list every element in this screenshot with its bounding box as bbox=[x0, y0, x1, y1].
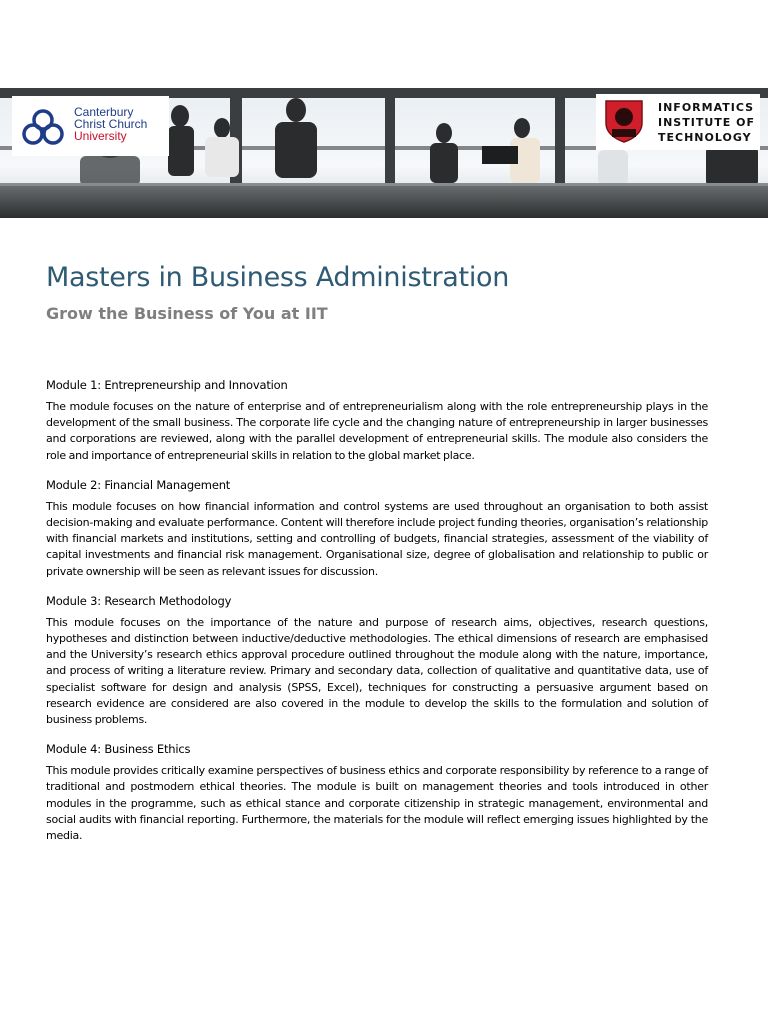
module-heading: Module 2: Financial Management bbox=[46, 477, 231, 492]
module-heading: Module 1: Entrepreneurship and Innovation bbox=[46, 378, 288, 392]
module-body: The module focuses on the nature of enterprise and of entrepreneurialism along with the role entrepreneurship plays in the development of the small business. The corporate life cycle and the changing nature of entrepreneurship in larger businesses and corporations are reviewed, along with the parallel development of entrepreneurial skills. The module also considers the role and importance of entrepreneurial skills in relation to the global market place. bbox=[46, 400, 708, 462]
module-3 bbox=[46, 594, 708, 728]
module-body: This module focuses on the importance of the nature and purpose of research aims, objectives, research questions, hypotheses and distinction between inductive/deductive methodologies. The ethical dimensions of research are emphasised and the University’s research ethics approval procedure outlined throughout the module along with the nature, importance, and process of writing a literature review. Primary and secondary data, collection of qualitative and quantitative data, use of specialist software for design and analysis (SPSS, Excel), techniques for constructing a persuasive argument based on research evidence are considered are also covered in the module to develop the skills to the formulation and solution of business problems. bbox=[46, 615, 708, 727]
iit-line1: INFORMATICS bbox=[658, 101, 755, 114]
module-1 bbox=[46, 378, 708, 464]
module-body: This module provides critically examine perspectives of business ethics and corporate responsibility by reference to a range of traditional and postmodern ethical theories. The module is built on management theories and tools introduced in other modules in the programme, such as ethical stance and corporate citizenship in strategic management, environmental and social audits with financial reporting. Furthermore, the materials for the module will reflect emerging issues highlighted by the media. bbox=[46, 764, 708, 843]
iit-line3: TECHNOLOGY bbox=[658, 131, 752, 144]
canterbury-logo-text bbox=[74, 106, 169, 142]
module-4 bbox=[46, 742, 708, 844]
trefoil-knot-icon bbox=[20, 108, 66, 146]
module-2 bbox=[46, 478, 708, 580]
module-body: This module focuses on how financial information and control systems are used throughout an organisation to both assist decision-making and evaluate performance. Content will therefore include project funding theories, organisation’s relationship with financial markets and institutions, setting and controlling of budgets, financial strategies, assessment of the viability of capital investments and financial risk management. Organisational size, degree of globalisation and relationship to public or private ownership will be seen as relevant issues for discussion. bbox=[46, 499, 708, 578]
iit-logo bbox=[596, 94, 760, 150]
iit-line2: INSTITUTE OF bbox=[658, 116, 755, 129]
module-heading: Module 4: Business Ethics bbox=[46, 742, 191, 757]
module-list bbox=[46, 378, 708, 858]
page-subtitle: Grow the Business of You at IIT bbox=[46, 304, 328, 323]
page-title: Masters in Business Administration bbox=[46, 262, 510, 293]
canterbury-line2: Christ Church bbox=[74, 117, 148, 131]
canterbury-line1: Canterbury bbox=[74, 105, 134, 119]
canterbury-line3: University bbox=[74, 129, 127, 143]
shield-crest-icon bbox=[603, 99, 645, 143]
canterbury-logo bbox=[12, 96, 169, 156]
iit-logo-text bbox=[658, 100, 758, 145]
module-heading: Module 3: Research Methodology bbox=[46, 593, 232, 608]
